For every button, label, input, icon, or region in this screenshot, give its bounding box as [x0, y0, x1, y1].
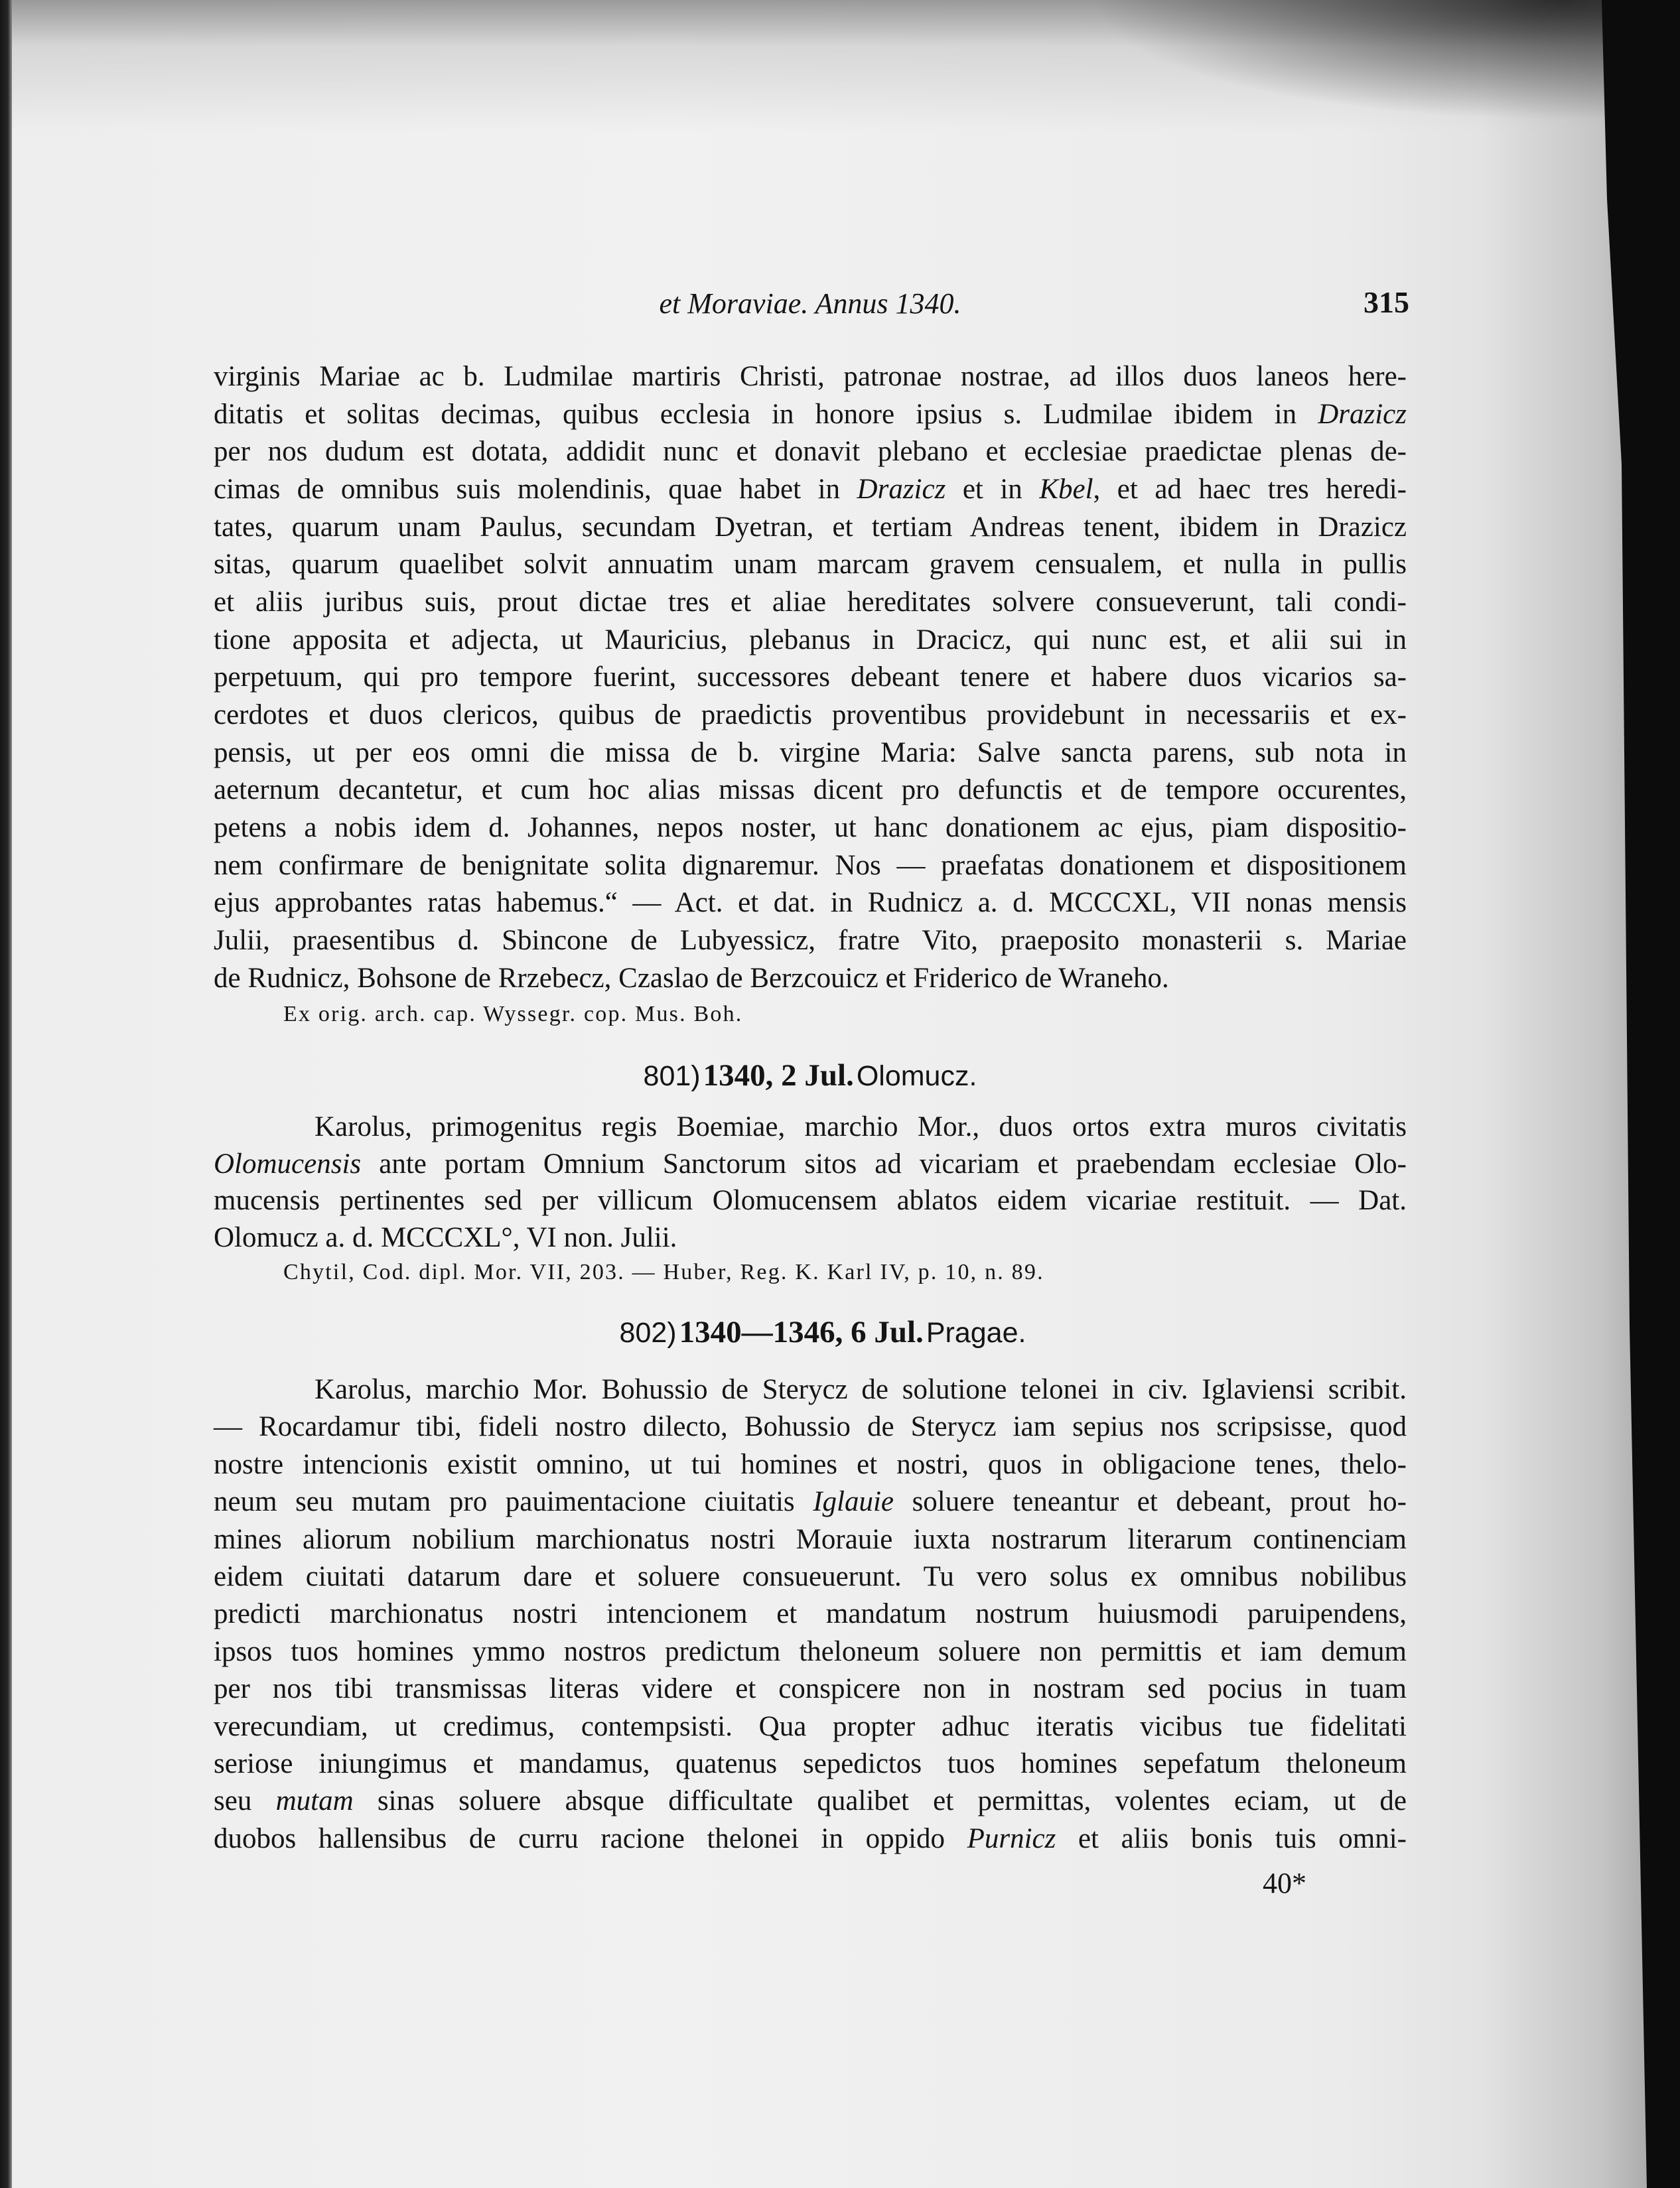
entry-number: 802) [619, 1317, 677, 1349]
text-line [214, 1783, 1407, 1820]
text-run: mucensis pertinentes sed per villicum Olomucensem ablatos eidem vicariae restituit. — Dat. [214, 1185, 1407, 1216]
text-line [214, 1633, 1407, 1671]
text-line [214, 1146, 1407, 1183]
text-run: predicti marchionatus nostri intencionem et mandatum nostrum huiusmodi paruipendens, [214, 1598, 1407, 1630]
text-run: per nos dudum est dotata, addidit nunc et donavit plebano et ecclesiae praedictae plenas de- [214, 436, 1407, 468]
italic-place-name: mutam [275, 1785, 354, 1817]
text-line [214, 697, 1407, 734]
italic-place-name: Drazicz [857, 473, 946, 505]
text-run: mines aliorum nobilium marchionatus nostri Morauie iuxta nostrarum literarum continenciam [214, 1523, 1407, 1555]
charter-continuation-paragraph [214, 358, 1407, 997]
entry-place: Pragae. [926, 1317, 1026, 1349]
text-line [214, 922, 1407, 960]
text-run: ante portam Omnium Sanctorum sitos ad vicariam et praebendam ecclesiae Olo- [361, 1148, 1407, 1180]
text-line [214, 1109, 1407, 1146]
text-line [214, 1708, 1407, 1745]
text-line [214, 847, 1407, 885]
entry-date: 1340—1346, 6 Jul. [679, 1315, 924, 1349]
text-run: cerdotes et duos clericos, quibus de praedictis proventibus providebunt in necessariis et ex- [214, 699, 1407, 730]
text-line [214, 1446, 1407, 1483]
text-line [214, 1371, 1407, 1408]
text-run: neum seu mutam pro pauimentacione ciuitatis [214, 1486, 813, 1518]
source-note: Chytil, Cod. dipl. Mor. VII, 203. — Huber, Reg. K. Karl IV, p. 10, n. 89. [283, 1260, 1044, 1284]
text-run: ditatis et solitas decimas, quibus ecclesia in honore ipsius s. Ludmilae ibidem in [214, 398, 1318, 430]
text-run: Karolus, marchio Mor. Bohussio de Sterycz de solutione telonei in civ. Iglaviensi scribit. [315, 1374, 1407, 1405]
text-run: seu [214, 1785, 276, 1817]
entry-date: 1340, 2 Jul. [703, 1058, 854, 1093]
entry-heading-801 [214, 1057, 1407, 1101]
page-number: 315 [1364, 285, 1409, 319]
text-run: per nos tibi transmissas literas videre et conspicere non in nostram sed pocius in tuam [214, 1673, 1407, 1705]
entry-number: 801) [643, 1060, 701, 1092]
text-line [214, 809, 1407, 847]
text-line [214, 1596, 1407, 1633]
text-line [214, 1219, 1407, 1257]
text-run: Karolus, primogenitus regis Boemiae, marchio Mor., duos ortos extra muros civitatis [315, 1111, 1407, 1142]
text-line [214, 1521, 1407, 1558]
italic-place-name: Purnicz [967, 1822, 1056, 1854]
printer-signature-mark: 40* [1263, 1867, 1306, 1899]
entry-801-paragraph [214, 1109, 1407, 1256]
entry-place: Olomucz. [856, 1060, 977, 1092]
text-run: et aliis bonis tuis omni- [1056, 1822, 1407, 1854]
text-run: virginis Mariae ac b. Ludmilae martiris Christi, patronae nostrae, ad illos duos laneos here- [214, 361, 1407, 392]
text-run: aeternum decantetur, et cum hoc alias missas dicent pro defunctis et de tempore occurentes, [214, 774, 1407, 806]
text-run: sinas soluere absque difficultate qualibet et permittas, volentes eciam, ut de [353, 1785, 1407, 1817]
text-run: verecundiam, ut credimus, contempsisti. Qua propter adhuc iteratis vicibus tue fidelitati [214, 1710, 1407, 1742]
text-run: pensis, ut per eos omni die missa de b. virgine Maria: Salve sancta parens, sub nota in [214, 736, 1407, 768]
entry-802-paragraph [214, 1371, 1407, 1858]
text-run: tione apposita et adjecta, ut Mauricius, plebanus in Dracicz, qui nunc est, et alii sui in [214, 624, 1407, 655]
text-run: seriose iniungimus et mandamus, quatenus sepedictos tuos homines sepefatum theloneum [214, 1748, 1407, 1780]
text-run: Julii, praesentibus d. Sbincone de Lubyessicz, fratre Vito, praeposito monasterii s. Mariae [214, 924, 1407, 956]
text-line [214, 960, 1407, 998]
text-run: soluere teneantur et debeant, prout ho- [894, 1486, 1407, 1518]
text-line [214, 546, 1407, 584]
text-run: ipsos tuos homines ymmo nostros predictum theloneum soluere non permittis et iam demum [214, 1635, 1407, 1667]
text-run: eidem ciuitati datarum dare et soluere consueuerunt. Tu vero solus ex omnibus nobilibus [214, 1561, 1407, 1593]
text-line [214, 1671, 1407, 1708]
text-run: ejus approbantes ratas habemus.“ — Act. et dat. in Rudnicz a. d. MCCCXL, VII nonas mensis [214, 887, 1407, 919]
text-line [214, 622, 1407, 659]
text-run: et aliis juribus suis, prout dictae tres et aliae hereditates solvere consueverunt, tali condi- [214, 586, 1407, 618]
text-run: cimas de omnibus suis molendinis, quae habet in [214, 473, 857, 505]
text-line [214, 659, 1407, 697]
scan-edge-top [0, 0, 1680, 133]
text-run: nostre intencionis existit omnino, ut tui homines et nostri, quos in obligacione tenes, thelo- [214, 1448, 1407, 1480]
text-line [214, 358, 1407, 396]
running-head-title: et Moraviae. Annus 1340. [659, 287, 961, 320]
text-run: et in [945, 473, 1040, 505]
text-run: petens a nobis idem d. Johannes, nepos noster, ut hanc donationem ac ejus, piam dispositio- [214, 811, 1407, 843]
entry-heading-802 [214, 1314, 1407, 1358]
italic-place-name: Kbel [1039, 473, 1093, 505]
text-line [214, 884, 1407, 922]
text-line [214, 772, 1407, 809]
italic-place-name: Drazicz [1318, 398, 1407, 430]
text-line [214, 584, 1407, 622]
text-line [214, 509, 1407, 547]
text-line [214, 1745, 1407, 1783]
text-run: Olomucz a. d. MCCCXL°, VI non. Julii. [214, 1221, 677, 1253]
text-run: — Rocardamur tibi, fideli nostro dilecto, Bohussio de Sterycz iam sepius nos scripsisse, quod [214, 1411, 1407, 1443]
text-line [214, 433, 1407, 471]
text-line [214, 396, 1407, 434]
text-run: duobos hallensibus de curru racione thelonei in oppido [214, 1822, 967, 1854]
text-run: tates, quarum unam Paulus, secundam Dyetran, et tertiam Andreas tenent, ibidem in Drazicz [214, 511, 1407, 543]
text-line [214, 1408, 1407, 1446]
text-run: , et ad haec tres heredi- [1093, 473, 1407, 505]
text-line [214, 1558, 1407, 1596]
text-line [214, 1483, 1407, 1521]
text-run: nem confirmare de benignitate solita dignaremur. Nos — praefatas donationem et dispositionem [214, 849, 1407, 881]
scan-edge-left [0, 0, 12, 2188]
italic-place-name: Olomucensis [214, 1148, 362, 1180]
text-run: sitas, quarum quaelibet solvit annuatim unam marcam gravem censualem, et nulla in pullis [214, 549, 1407, 581]
italic-place-name: Iglauie [813, 1486, 894, 1518]
source-note: Ex orig. arch. cap. Wyssegr. cop. Mus. Boh. [283, 1002, 743, 1026]
text-line [214, 1182, 1407, 1219]
text-run: perpetuum, qui pro tempore fuerint, successores debeant tenere et habere duos vicarios sa- [214, 661, 1407, 693]
text-line [214, 1820, 1407, 1858]
text-line [214, 734, 1407, 772]
text-run: de Rudnicz, Bohsone de Rrzebecz, Czaslao de Berzcouicz et Friderico de Wraneho. [214, 962, 1169, 994]
text-line [214, 471, 1407, 509]
